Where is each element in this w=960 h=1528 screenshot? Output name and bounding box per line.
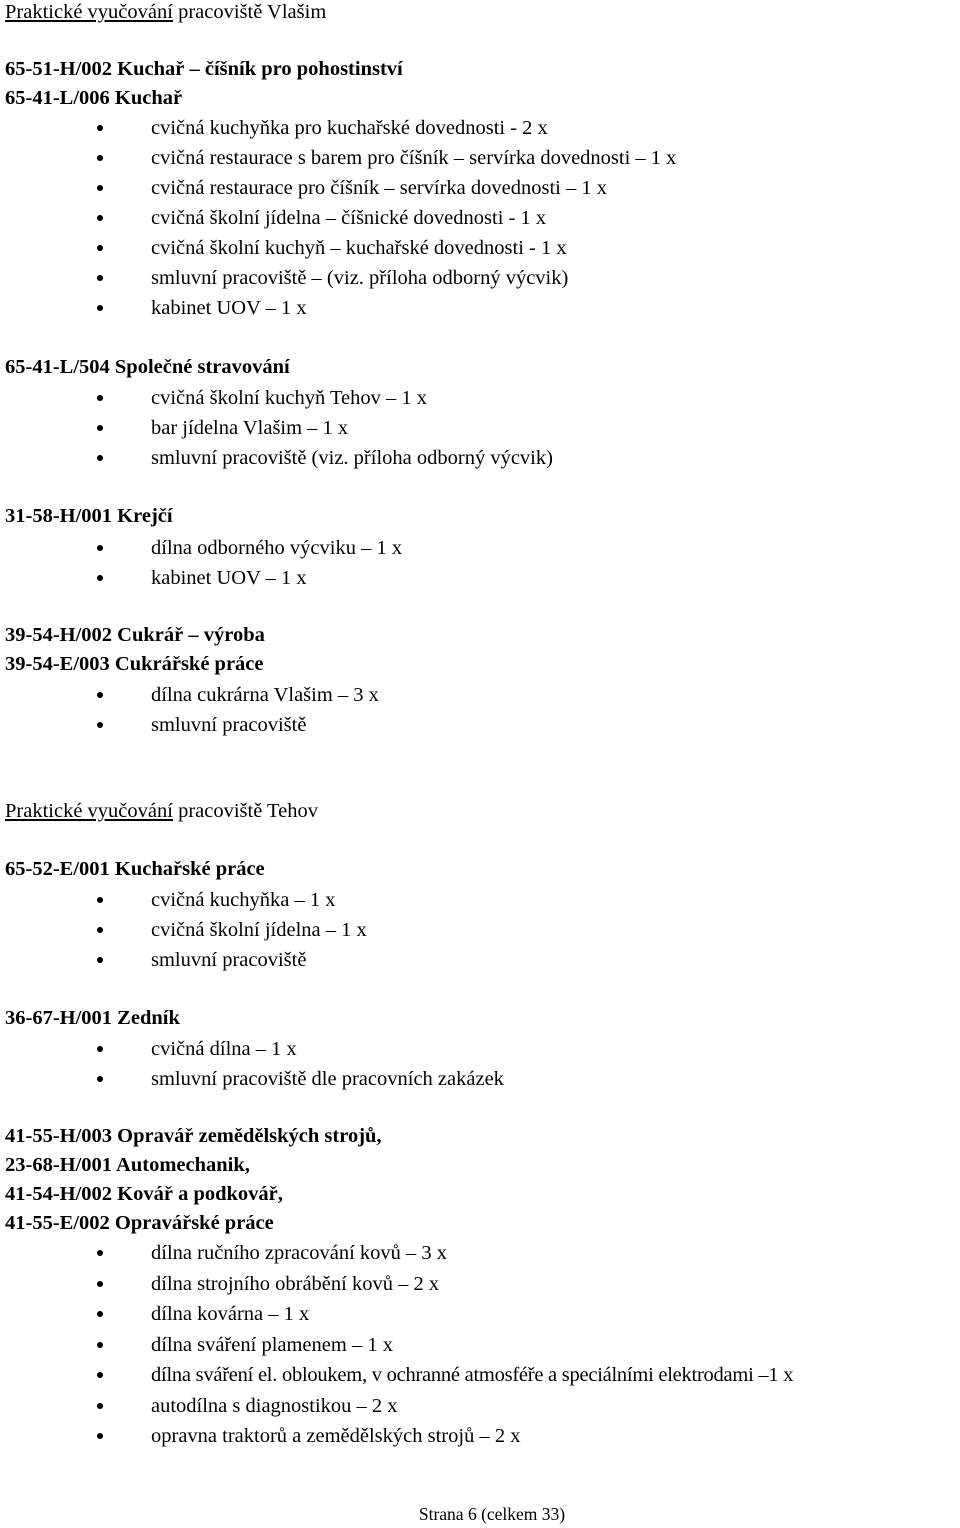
program-code: 65-41-L/504 Společné stravování — [5, 356, 290, 378]
bullet-icon — [97, 692, 103, 698]
bullet-icon — [97, 215, 103, 221]
section-heading-vlasim — [5, 0, 326, 24]
list-item: dílna kovárna – 1 x — [151, 1303, 310, 1325]
bullet-icon — [97, 1076, 103, 1082]
list-item: cvičná dílna – 1 x — [151, 1038, 297, 1060]
bullet-icon — [97, 1342, 103, 1348]
bullet-icon — [97, 125, 103, 131]
bullet-icon — [97, 1403, 103, 1409]
list-item: cvičná školní jídelna – číšnické dovednosti - 1 x — [151, 207, 547, 229]
list-item: cvičná kuchyňka – 1 x — [151, 889, 336, 911]
list-item: cvičná školní kuchyň – kuchařské dovednosti - 1 x — [151, 237, 567, 259]
section-heading-underlined: Praktické vyučování — [5, 1, 173, 23]
bullet-icon — [97, 545, 103, 551]
list-item: smluvní pracoviště – (viz. příloha odborný výcvik) — [151, 267, 569, 289]
bullet-icon — [97, 455, 103, 461]
section-heading-underlined: Praktické vyučování — [5, 800, 173, 822]
list-item: cvičná restaurace pro číšník – servírka dovednosti – 1 x — [151, 177, 607, 199]
bullet-icon — [97, 1046, 103, 1052]
bullet-icon — [97, 897, 103, 903]
bullet-icon — [97, 1433, 103, 1439]
bullet-icon — [97, 185, 103, 191]
program-code: 65-41-L/006 Kuchař — [5, 87, 183, 109]
program-code: 39-54-E/003 Cukrářské práce — [5, 653, 264, 675]
list-item: kabinet UOV – 1 x — [151, 567, 307, 589]
bullet-icon — [97, 1281, 103, 1287]
list-item: dílna odborného výcviku – 1 x — [151, 537, 403, 559]
bullet-icon — [97, 1250, 103, 1256]
program-code: 41-54-H/002 Kovář a podkovář, — [5, 1183, 283, 1205]
list-item: smluvní pracoviště — [151, 949, 307, 971]
list-item: autodílna s diagnostikou – 2 x — [151, 1395, 398, 1417]
program-code: 65-52-E/001 Kuchařské práce — [5, 858, 265, 880]
list-item: smluvní pracoviště dle pracovních zakázek — [151, 1068, 504, 1090]
program-code: 65-51-H/002 Kuchař – číšník pro pohostinství — [5, 58, 403, 80]
bullet-icon — [97, 395, 103, 401]
section-heading-tehov — [5, 799, 318, 823]
program-code: 41-55-H/003 Opravář zemědělských strojů, — [5, 1125, 382, 1147]
list-item: smluvní pracoviště — [151, 714, 307, 736]
program-code: 39-54-H/002 Cukrář – výroba — [5, 624, 265, 646]
bullet-icon — [97, 575, 103, 581]
list-item: bar jídelna Vlašim – 1 x — [151, 417, 349, 439]
program-code: 41-55-E/002 Opravářské práce — [5, 1212, 274, 1234]
list-item: dílna sváření el. obloukem, v ochranné atmosféře a speciálními elektrodami –1 x — [151, 1364, 794, 1386]
bullet-icon — [97, 722, 103, 728]
list-item: cvičná restaurace s barem pro číšník – servírka dovednosti – 1 x — [151, 147, 677, 169]
section-heading-rest: pracoviště Tehov — [178, 800, 318, 822]
list-item: dílna ručního zpracování kovů – 3 x — [151, 1242, 448, 1264]
bullet-icon — [97, 927, 103, 933]
list-item: cvičná kuchyňka pro kuchařské dovednosti - 2 x — [151, 117, 548, 139]
program-code: 31-58-H/001 Krejčí — [5, 505, 173, 527]
bullet-icon — [97, 1372, 103, 1378]
list-item: smluvní pracoviště (viz. příloha odborný výcvik) — [151, 447, 553, 469]
list-item: dílna strojního obrábění kovů – 2 x — [151, 1273, 440, 1295]
list-item: kabinet UOV – 1 x — [151, 297, 307, 319]
section-heading-rest: pracoviště Vlašim — [178, 1, 327, 23]
program-code: 36-67-H/001 Zedník — [5, 1007, 180, 1029]
list-item: cvičná školní kuchyň Tehov – 1 x — [151, 387, 428, 409]
program-code: 23-68-H/001 Automechanik, — [5, 1154, 250, 1176]
list-item: dílna cukrárna Vlašim – 3 x — [151, 684, 379, 706]
bullet-icon — [97, 305, 103, 311]
list-item: cvičná školní jídelna – 1 x — [151, 919, 367, 941]
page-footer: Strana 6 (celkem 33) — [418, 1504, 566, 1524]
bullet-icon — [97, 155, 103, 161]
bullet-icon — [97, 1311, 103, 1317]
bullet-icon — [97, 245, 103, 251]
list-item: dílna sváření plamenem – 1 x — [151, 1334, 393, 1356]
bullet-icon — [97, 957, 103, 963]
list-item: opravna traktorů a zemědělských strojů – 2 x — [151, 1425, 521, 1447]
bullet-icon — [97, 275, 103, 281]
bullet-icon — [97, 425, 103, 431]
